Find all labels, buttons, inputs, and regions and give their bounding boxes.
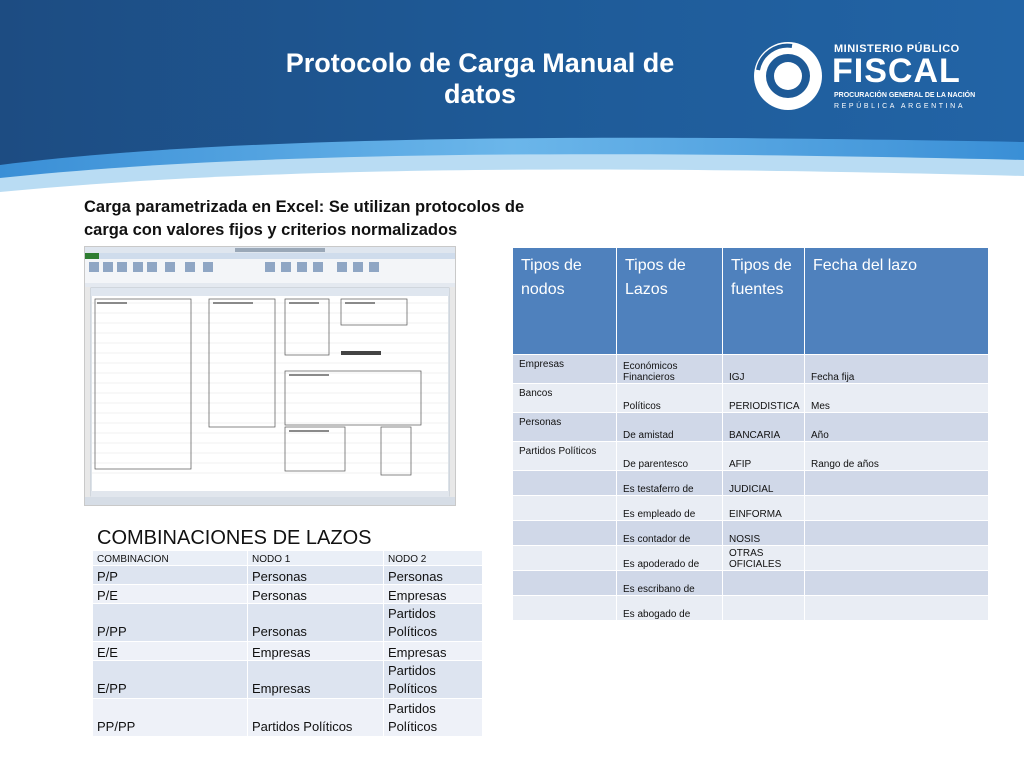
- table-cell: Bancos: [513, 384, 617, 413]
- table-cell: Personas: [384, 566, 483, 585]
- table-cell: Personas: [248, 585, 384, 604]
- column-header: Tipos de nodos: [513, 248, 617, 355]
- table-row: [513, 471, 989, 496]
- table-cell: P/P: [93, 566, 248, 585]
- table-cell: Empresas: [248, 661, 384, 699]
- table-cell: AFIP: [723, 442, 805, 471]
- table-cell: [805, 496, 989, 521]
- table-row: [513, 571, 989, 596]
- table-cell: Personas: [513, 413, 617, 442]
- table-cell: PP/PP: [93, 699, 248, 737]
- table-cell: [805, 471, 989, 496]
- table-cell: P/PP: [93, 604, 248, 642]
- table-row: [93, 699, 483, 737]
- table-cell: Fecha fija: [805, 355, 989, 384]
- table-cell: Partidos Políticos: [384, 604, 483, 642]
- table-cell: Partidos Políticos: [248, 699, 384, 737]
- table-row: [93, 585, 483, 604]
- tipos-header-row: [513, 248, 989, 355]
- table-cell: [723, 571, 805, 596]
- table-cell: Partidos Políticos: [384, 661, 483, 699]
- table-cell: NOSIS: [723, 521, 805, 546]
- table-cell: De amistad: [617, 413, 723, 442]
- column-header: Tipos de fuentes: [723, 248, 805, 355]
- excel-screenshot-image: [85, 247, 455, 505]
- table-row: [93, 604, 483, 642]
- table-cell: [513, 596, 617, 621]
- column-header: COMBINACION: [93, 551, 248, 566]
- table-cell: Es escribano de: [617, 571, 723, 596]
- table-row: [513, 442, 989, 471]
- table-cell: IGJ: [723, 355, 805, 384]
- logo-fiscal: FISCAL: [832, 52, 961, 90]
- table-cell: [723, 596, 805, 621]
- table-cell: BANCARIA: [723, 413, 805, 442]
- table-cell: Es contador de: [617, 521, 723, 546]
- column-header: Tipos de Lazos: [617, 248, 723, 355]
- slide-title: Protocolo de Carga Manual de datos: [285, 48, 675, 109]
- table-cell: Partidos Políticos: [513, 442, 617, 471]
- table-cell: Empresas: [384, 642, 483, 661]
- column-header: Fecha del lazo: [805, 248, 989, 355]
- table-cell: Es testaferro de: [617, 471, 723, 496]
- column-header: NODO 1: [248, 551, 384, 566]
- table-row: [93, 566, 483, 585]
- table-row: [513, 413, 989, 442]
- table-row: [513, 596, 989, 621]
- table-cell: [513, 546, 617, 571]
- table-cell: [805, 596, 989, 621]
- table-cell: E/E: [93, 642, 248, 661]
- seal-icon: [752, 40, 824, 112]
- table-cell: Políticos: [617, 384, 723, 413]
- table-cell: EINFORMA: [723, 496, 805, 521]
- table-row: [93, 642, 483, 661]
- table-cell: Económicos Financieros: [617, 355, 723, 384]
- combinaciones-title-blank: [384, 522, 483, 551]
- table-cell: De parentesco: [617, 442, 723, 471]
- table-cell: [513, 496, 617, 521]
- table-cell: [513, 571, 617, 596]
- table-cell: Es empleado de: [617, 496, 723, 521]
- table-row: [513, 521, 989, 546]
- table-cell: Personas: [248, 604, 384, 642]
- table-cell: Empresas: [513, 355, 617, 384]
- table-cell: PERIODISTICA: [723, 384, 805, 413]
- table-cell: Empresas: [248, 642, 384, 661]
- table-cell: Mes: [805, 384, 989, 413]
- table-cell: Es apoderado de: [617, 546, 723, 571]
- combinaciones-header-row: [93, 551, 483, 566]
- table-cell: [805, 571, 989, 596]
- excel-screenshot: [84, 246, 456, 506]
- logo-republica: REPÚBLICA ARGENTINA: [834, 103, 966, 110]
- fiscal-logo: [752, 40, 992, 116]
- logo-procuracion: PROCURACIÓN GENERAL DE LA NACIÓN: [834, 92, 976, 99]
- combinaciones-title: COMBINACIONES DE LAZOS: [93, 522, 384, 551]
- logo-ministerio: MINISTERIO PÚBLICO: [834, 43, 960, 55]
- table-row: [513, 496, 989, 521]
- column-header: NODO 2: [384, 551, 483, 566]
- table-row: [93, 661, 483, 699]
- tipos-table: [512, 247, 989, 621]
- table-cell: [513, 521, 617, 546]
- slide-subtitle: Carga parametrizada en Excel: Se utilizan protocolos de carga con valores fijos y criterios normalizados: [84, 198, 525, 239]
- table-cell: Personas: [248, 566, 384, 585]
- table-cell: [805, 521, 989, 546]
- table-cell: P/E: [93, 585, 248, 604]
- table-cell: Partidos Políticos: [384, 699, 483, 737]
- table-cell: [513, 471, 617, 496]
- slide-header: [0, 0, 1024, 200]
- table-cell: [805, 546, 989, 571]
- table-row: [513, 384, 989, 413]
- table-cell: Rango de años: [805, 442, 989, 471]
- table-cell: Es abogado de: [617, 596, 723, 621]
- table-row: [513, 546, 989, 571]
- table-cell: JUDICIAL: [723, 471, 805, 496]
- table-row: [513, 355, 989, 384]
- combinaciones-table: [92, 521, 483, 737]
- table-cell: Empresas: [384, 585, 483, 604]
- table-cell: E/PP: [93, 661, 248, 699]
- table-cell: OTRAS OFICIALES: [723, 546, 805, 571]
- table-cell: Año: [805, 413, 989, 442]
